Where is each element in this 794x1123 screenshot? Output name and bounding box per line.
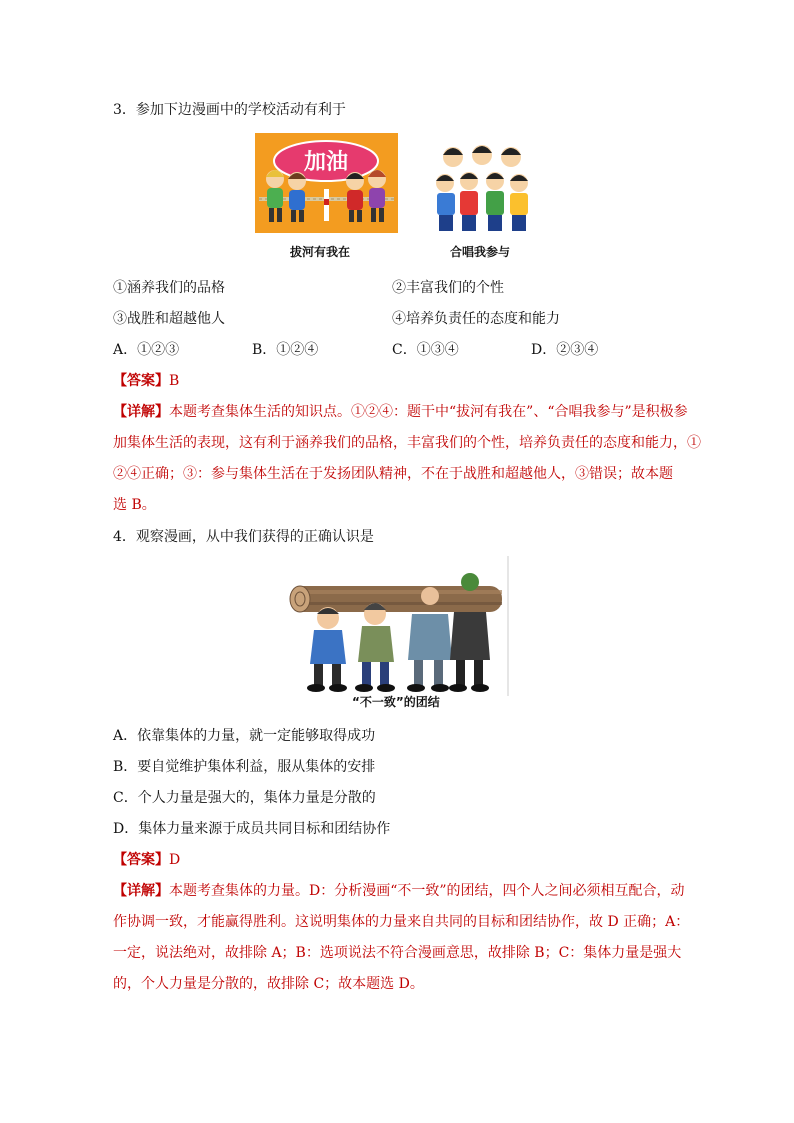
q3-answer-label: 【答案】 [113,373,169,389]
log-caption: “不一致”的团结 [352,695,440,709]
q3-statement-3: ③战胜和超越他人 [113,311,225,327]
q3-option-b: B．①②④ [252,342,319,358]
tug-banner-text: 加油 [303,150,349,175]
q3-option-d: D．②③④ [531,342,599,358]
q3-answer [113,371,179,391]
q3-detail-line-1 [113,402,688,422]
q4-option-a: A．依靠集体的力量，就一定能够取得成功 [113,728,376,744]
q3-option-c: C．①③④ [392,342,459,358]
q3-detail-line-3: ②④正确；③：参与集体生活在于发扬团队精神，不在于战胜和超越他人，③错误；故本题 [113,466,673,482]
q4-option-c: C．个人力量是强大的，集体力量是分散的 [113,790,376,806]
q4-detail-label: 【详解】 [113,883,169,899]
q3-statement-1: ①涵养我们的品格 [113,280,225,296]
q3-statement-4: ④培养负责任的态度和能力 [392,311,560,327]
log-carrying-illustration [280,556,512,696]
q3-statement-2: ②丰富我们的个性 [392,280,504,296]
q4-detail-line-2: 作协调一致，才能赢得胜利。这说明集体的力量来自共同的目标和团结协作，故 D 正确；A： [113,914,690,930]
q4-option-b: B．要自觉维护集体利益，服从集体的安排 [113,759,376,775]
q4-answer-label: 【答案】 [113,852,169,868]
choir-caption: 合唱我参与 [450,245,511,259]
q3-detail-text-1: 本题考查集体生活的知识点。①②④：题干中“拔河有我在”、“合唱我参与”是积极参 [169,404,688,420]
q3-detail-label: 【详解】 [113,404,169,420]
q4-detail-line-4: 的，个人力量是分散的，故排除 C；故本题选 D。 [113,976,424,992]
q4-detail-text-1: 本题考查集体的力量。D：分析漫画“不一致”的团结，四个人之间必须相互配合，动 [169,883,685,899]
q4-detail-line-3: 一定，说法绝对，故排除 A；B：选项说法不符合漫画意思，故排除 B；C：集体力量是强大 [113,945,682,961]
tug-caption: 拔河有我在 [290,245,351,259]
q3-answer-value: B [169,373,180,389]
q3-option-a: A．①②③ [113,342,180,358]
tug-of-war-illustration [255,133,398,233]
q3-stem: 3．参加下边漫画中的学校活动有利于 [113,102,346,118]
q4-detail-line-1 [113,881,685,901]
q3-detail-line-2: 加集体生活的表现，这有利于涵养我们的品格，丰富我们的个性，培养负责任的态度和能力，① [113,435,701,451]
q3-detail-line-4: 选 B。 [113,497,156,513]
q4-answer [113,850,180,870]
q4-answer-value: D [169,852,181,868]
choir-illustration [435,135,529,233]
q4-option-d: D．集体力量来源于成员共同目标和团结协作 [113,821,391,837]
q4-stem: 4．观察漫画，从中我们获得的正确认识是 [113,529,374,545]
